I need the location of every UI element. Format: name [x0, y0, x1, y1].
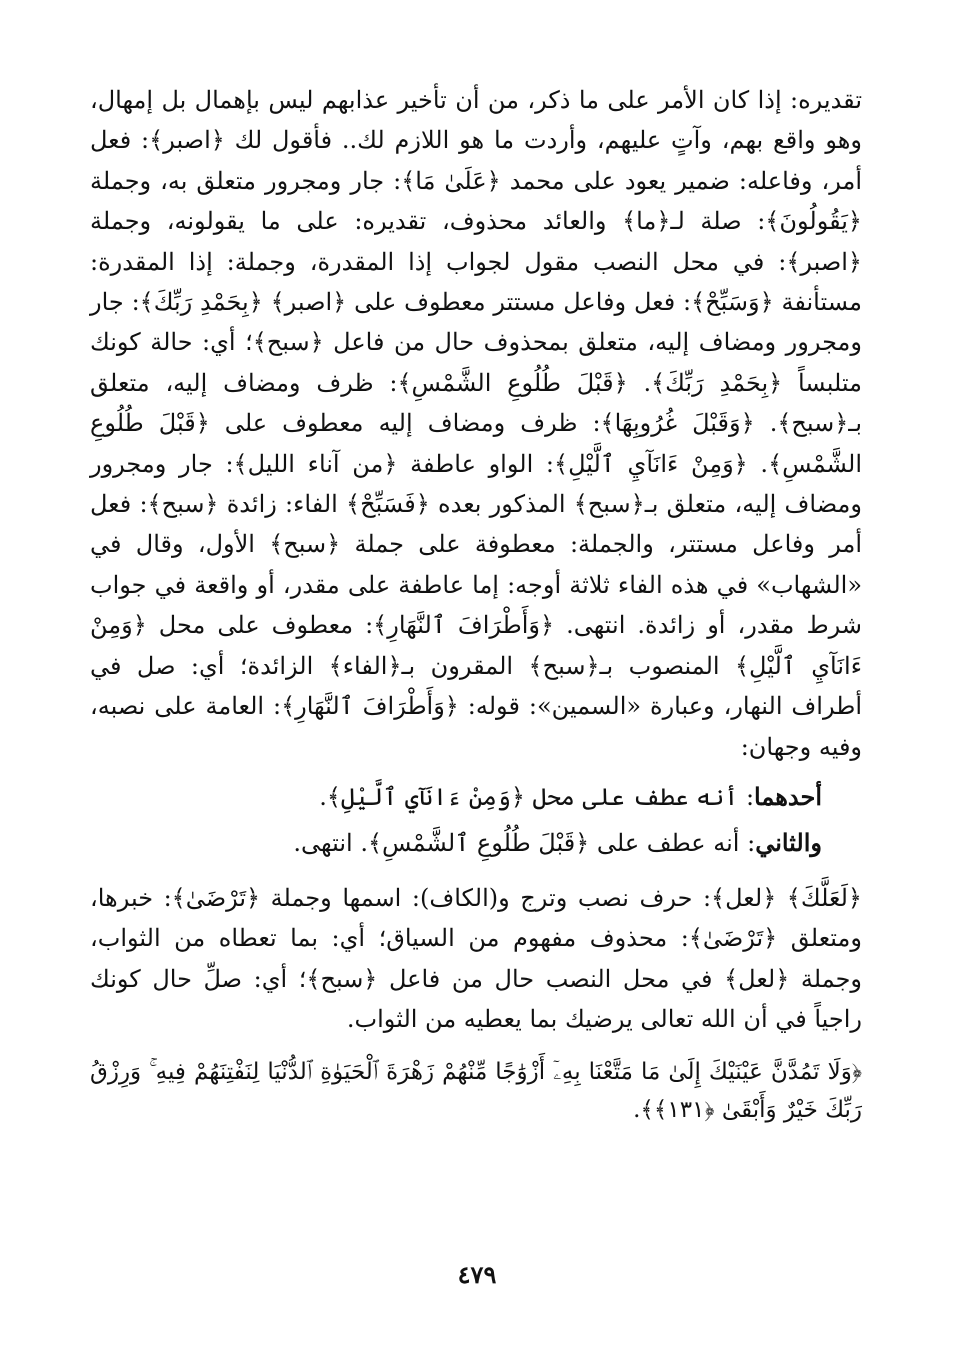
item-text-first: : أنه عطف على محل ﴿وَمِنْ ءَانَآيِ ٱلَّيْلِ﴾.	[319, 782, 755, 811]
item-label-first: أحدهما	[754, 781, 822, 811]
quran-verse: ﴿وَلَا تَمُدَّنَّ عَيْنَيْكَ إِلَىٰ مَا مَتَّعْنَا بِهِۦٓ أَزْوَٰجًا مِّنْهُمْ زَهْرَةَ ٱلْحَيَوٰةِ ٱلدُّنْيَا لِنَفْتِنَهُمْ فِيهِ ۚ وَرِزْقُ رَبِّكَ خَيْرٌ وَأَبْقَىٰ ﴿١٣١﴾﴾.	[90, 1059, 862, 1124]
item-label-second: والثاني	[755, 828, 822, 858]
second-paragraph: ﴿لَعَلَّكَ﴾ ﴿لعل﴾: حرف نصب وترج و(الكاف): اسمها وجملة ﴿تَرْضَىٰ﴾: خبرها، ومتعلق ﴿تَرْضَىٰ﴾: محذوف مفهوم من السياق؛ أي: بما تعطاه من الثواب، وجملة ﴿لعل﴾ في محل النصب حال من فاعل ﴿سبح﴾؛ أي: صلِّ حال كونك راجياً في أن الله تعالى يرضيك بما يعطيه من الثواب.	[90, 883, 862, 1033]
page-number: ٤٧٩	[457, 1260, 497, 1289]
list-item-second	[90, 823, 862, 863]
main-paragraph: تقديره: إذا كان الأمر على ما ذكر، من أن تأخير عذابهم ليس بإهمال بل إمهال، وهو واقع بهم، وآتٍ عليهم، وأردت ما هو اللازم لك.. فأقول لك ﴿اصبر﴾: فعل أمر، وفاعله: ضمير يعود على محمد ﴿عَلَىٰ مَا﴾: جار ومجرور متعلق به، وجملة ﴿يَقُولُونَ﴾: صلة لـ﴿ما﴾ والعائد محذوف، تقديره: على ما يقولونه، وجملة ﴿اصبر﴾: في محل النصب مقول لجواب إذا المقدرة، وجملة: إذا المقدرة: مستأنفة ﴿وَسَبِّحْ﴾: فعل وفاعل مستتر معطوف على ﴿اصبر﴾ ﴿بِحَمْدِ رَبِّكَ﴾: جار ومجرور ومضاف إليه، متعلق بمحذوف حال من فاعل ﴿سبح﴾؛ أي: حالة كونك متلبساً ﴿بِحَمْدِ رَبِّكَ﴾. ﴿قَبْلَ طُلُوعِ الشَّمْسِ﴾: ظرف ومضاف إليه، متعلق بـ﴿سبح﴾. ﴿وَقَبْلَ غُرُوبِهَا﴾: ظرف ومضاف إليه معطوف على ﴿قَبْلَ طُلُوعِ الشَّمْسِ﴾. ﴿وَمِنْ ءَانَآيِ ٱلَّيْلِ﴾: الواو عاطفة ﴿من آناء الليل﴾: جار ومجرور ومضاف إليه، متعلق بـ﴿سبح﴾ المذكور بعده ﴿فَسَبِّحْ﴾ الفاء: زائدة ﴿سبح﴾: فعل أمر وفاعل مستتر، والجملة: معطوفة على جملة ﴿سبح﴾ الأول، وقال في «الشهاب» في هذه الفاء ثلاثة أوجه: إما عاطفة على مقدر، أو واقعة في جواب شرط مقدر، أو زائدة. انتهى. ﴿وَأَطْرَافَ ٱلنَّهَارِ﴾: معطوف على محل ﴿وَمِنْ ءَانَآيِ ٱلَّيْلِ﴾ المنصوب بـ﴿سبح﴾ المقرون بـ﴿الفاء﴾ الزائدة؛ أي: صل في أطراف النهار، وعبارة «السمين»: قوله: ﴿وَأَطْرَافَ ٱلنَّهَارِ﴾: العامة على نصبه، وفيه وجهان:	[90, 86, 863, 761]
list-item-first	[90, 777, 862, 817]
item-text-second: : أنه عطف على ﴿قَبْلَ طُلُوعِ ٱلشَّمْسِ﴾. انتهى.	[293, 829, 756, 858]
